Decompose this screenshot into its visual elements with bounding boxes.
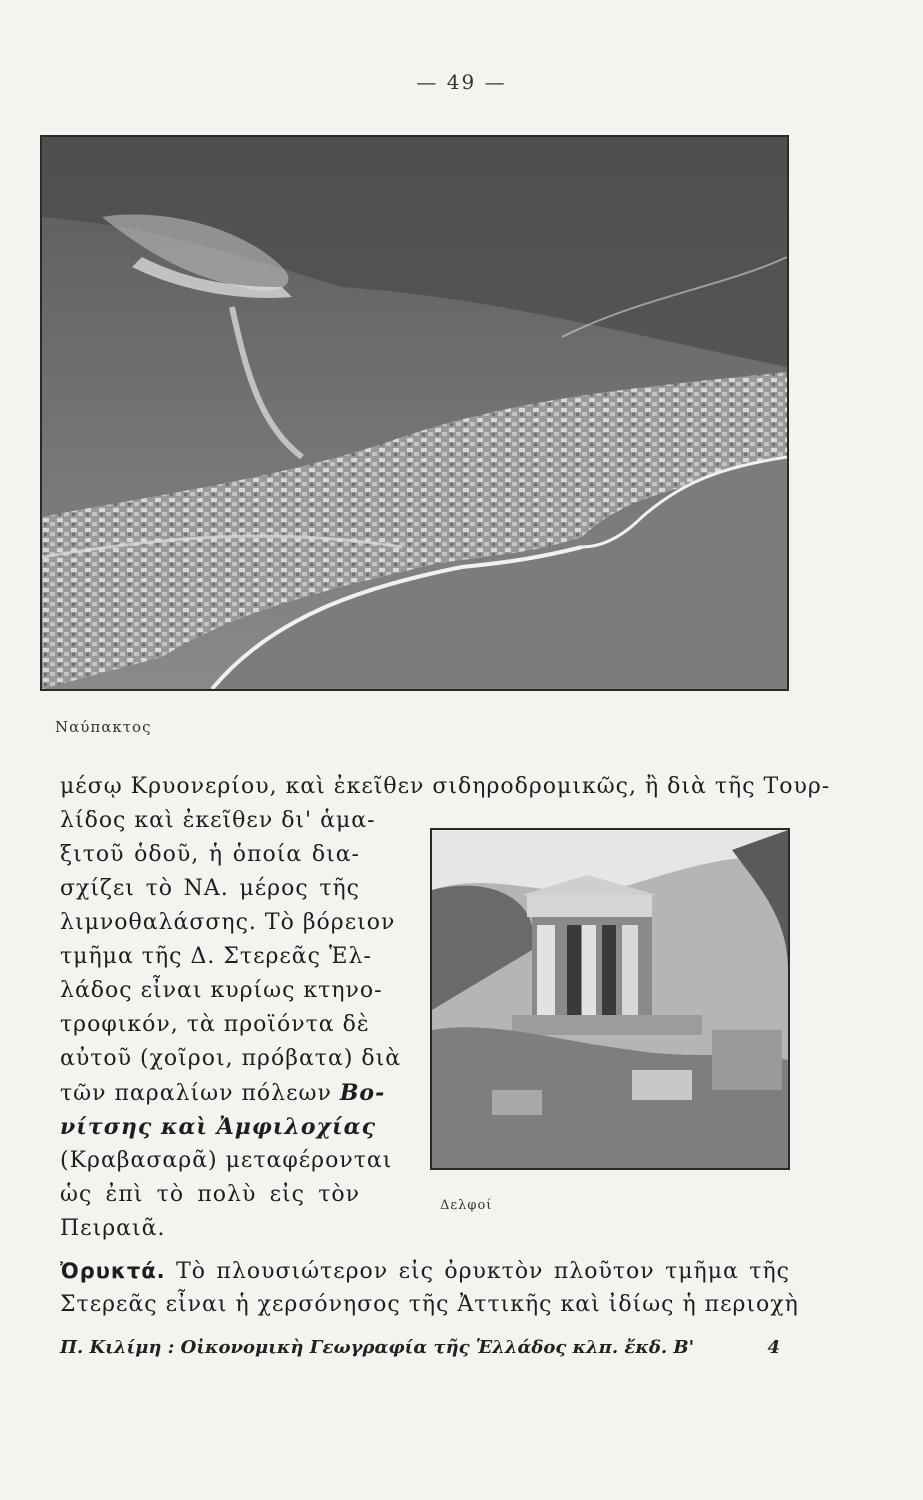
delphi-photo-illustration <box>432 830 788 1168</box>
text-line-10-a: τῶν παραλίων πόλεων <box>60 1081 332 1106</box>
section-heading: Ὀρυκτά. <box>60 1259 166 1283</box>
text-line-16: Στερεᾶς εἶναι ἡ χερσόνησος τῆς Ἀττικῆς καὶ ἰδίως ἡ περιοχὴ <box>60 1292 799 1317</box>
text-line-5: λιμνοθαλάσσης. Τὸ βόρειον <box>60 910 396 935</box>
footer-citation: Π. Κιλίμη : Οἰκονομικὴ Γεωγραφία τῆς Ἑλλάδος κλπ. ἔκδ. Β' <box>60 1337 695 1358</box>
text-line-15 <box>60 1256 790 1287</box>
text-line-11: νίτσης καὶ Ἀμφιλοχίας <box>60 1114 376 1140</box>
footer-signature-number: 4 <box>767 1337 780 1358</box>
text-line-10 <box>60 1078 386 1109</box>
text-line-9: αὐτοῦ (χοῖροι, πρόβατα) διὰ <box>60 1046 402 1071</box>
text-line-12: (Κραβασαρᾶ) μεταφέρονται <box>60 1148 393 1173</box>
delphi-treasury-photo <box>430 828 790 1170</box>
text-line-2: λίδος καὶ ἐκεῖθεν δι' ἁμα- <box>60 808 376 833</box>
nafpaktos-caption: Ναύπακτος <box>55 718 152 736</box>
nafpaktos-photo-illustration <box>42 137 787 689</box>
text-line-13: ὡς ἐπὶ τὸ πολὺ εἰς τὸν <box>60 1182 360 1207</box>
text-line-4: σχίζει τὸ ΝΑ. μέρος τῆς <box>60 876 360 901</box>
page-number: — 49 — <box>416 70 507 94</box>
text-line-1: μέσῳ Κρυονερίου, καὶ ἐκεῖθεν σιδηροδρομικῶς, ἢ διὰ τῆς Τουρ- <box>60 774 831 799</box>
nafpaktos-aerial-photo <box>40 135 789 691</box>
text-line-7: λάδος εἶναι κυρίως κτηνο- <box>60 978 383 1003</box>
text-line-8: τροφικόν, τὰ προϊόντα δὲ <box>60 1012 370 1037</box>
text-line-10-b: Βο- <box>339 1080 386 1106</box>
text-line-14: Πειραιᾶ. <box>60 1216 166 1241</box>
text-line-6: τμῆμα τῆς Δ. Στερεᾶς Ἑλ- <box>60 944 372 969</box>
text-line-3: ξιτοῦ ὁδοῦ, ἡ ὁποία δια- <box>60 842 360 867</box>
page-footer <box>60 1337 780 1358</box>
text-line-15-b: Τὸ πλουσιώτερον εἰς ὀρυκτὸν πλοῦτον τμῆμα τῆς <box>176 1259 790 1284</box>
delphi-caption: Δελφοί <box>440 1198 493 1213</box>
